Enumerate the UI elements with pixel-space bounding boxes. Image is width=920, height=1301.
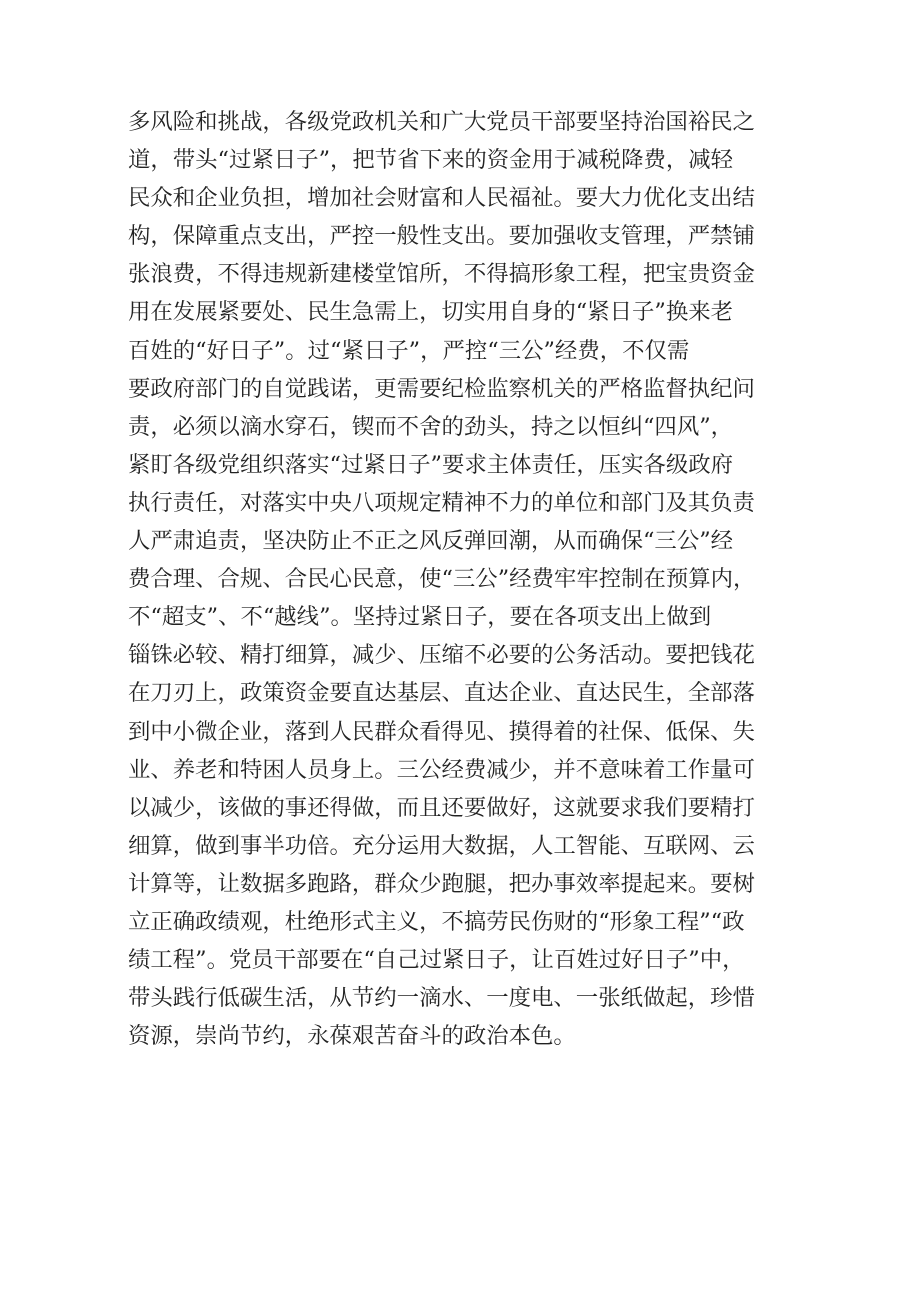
body-paragraph: [128, 103, 808, 1055]
paragraph-line: 不“超支”、不“越线”。坚持过紧日子，要在各项支出上做到: [128, 604, 712, 631]
paragraph-line: 资源，崇尚节约，永葆艰苦奋斗的政治本色。: [128, 1023, 576, 1050]
paragraph-line: 锱铢必较、精打细算，减少、压缩不必要的公务活动。要把钱花: [128, 642, 755, 669]
paragraph-line: 张浪费，不得违规新建楼堂馆所，不得搞形象工程，把宝贵资金: [128, 261, 755, 288]
paragraph-line: 绩工程”。党员干部要在“自己过紧日子，让百姓过好日子”中，: [128, 947, 745, 974]
paragraph-line: 费合理、合规、合民心民意，使“三公”经费牢牢控制在预算内，: [128, 566, 756, 593]
paragraph-line: 责，必须以滴水穿石，锲而不舍的劲头，持之以恒纠“四风”，: [128, 413, 734, 440]
paragraph-line: 人严肃追责，坚决防止不正之风反弹回潮，从而确保“三公”经: [128, 528, 734, 555]
paragraph-line: 计算等，让数据多跑路，群众少跑腿，把办事效率提起来。要树: [128, 870, 755, 897]
paragraph-line: 百姓的“好日子”。过“紧日子”，严控“三公”经费，不仅需: [128, 337, 690, 364]
paragraph-line: 到中小微企业，落到人民群众看得见、摸得着的社保、低保、失: [128, 718, 755, 745]
paragraph-line: 民众和企业负担，增加社会财富和人民福祉。要大力优化支出结: [128, 185, 755, 212]
paragraph-line: 紧盯各级党组织落实“过紧日子”要求主体责任，压实各级政府: [128, 451, 734, 478]
paragraph-line: 构，保障重点支出，严控一般性支出。要加强收支管理，严禁铺: [128, 223, 755, 250]
paragraph-line: 道，带头“过紧日子”，把节省下来的资金用于减税降费，减轻: [128, 147, 734, 174]
paragraph-line: 细算，做到事半功倍。充分运用大数据，人工智能、互联网、云: [128, 832, 755, 859]
paragraph-line: 带头践行低碳生活，从节约一滴水、一度电、一张纸做起，珍惜: [128, 985, 755, 1012]
paragraph-line: 执行责任，对落实中央八项规定精神不力的单位和部门及其负责: [128, 489, 755, 516]
paragraph-line: 要政府部门的自觉践诺，更需要纪检监察机关的严格监督执纪问: [128, 375, 755, 402]
paragraph-line: 在刀刃上，政策资金要直达基层、直达企业、直达民生，全部落: [128, 680, 755, 707]
paragraph-line: 立正确政绩观，杜绝形式主义，不搞劳民伤财的“形象工程”“政: [128, 908, 745, 935]
paragraph-line: 多风险和挑战，各级党政机关和广大党员干部要坚持治国裕民之: [128, 109, 755, 135]
paragraph-line: 业、养老和特困人员身上。三公经费减少，并不意味着工作量可: [128, 756, 755, 783]
paragraph-line: 用在发展紧要处、民生急需上，切实用自身的“紧日子”换来老: [128, 299, 734, 326]
paragraph-line: 以减少，该做的事还得做，而且还要做好，这就要求我们要精打: [128, 794, 755, 821]
